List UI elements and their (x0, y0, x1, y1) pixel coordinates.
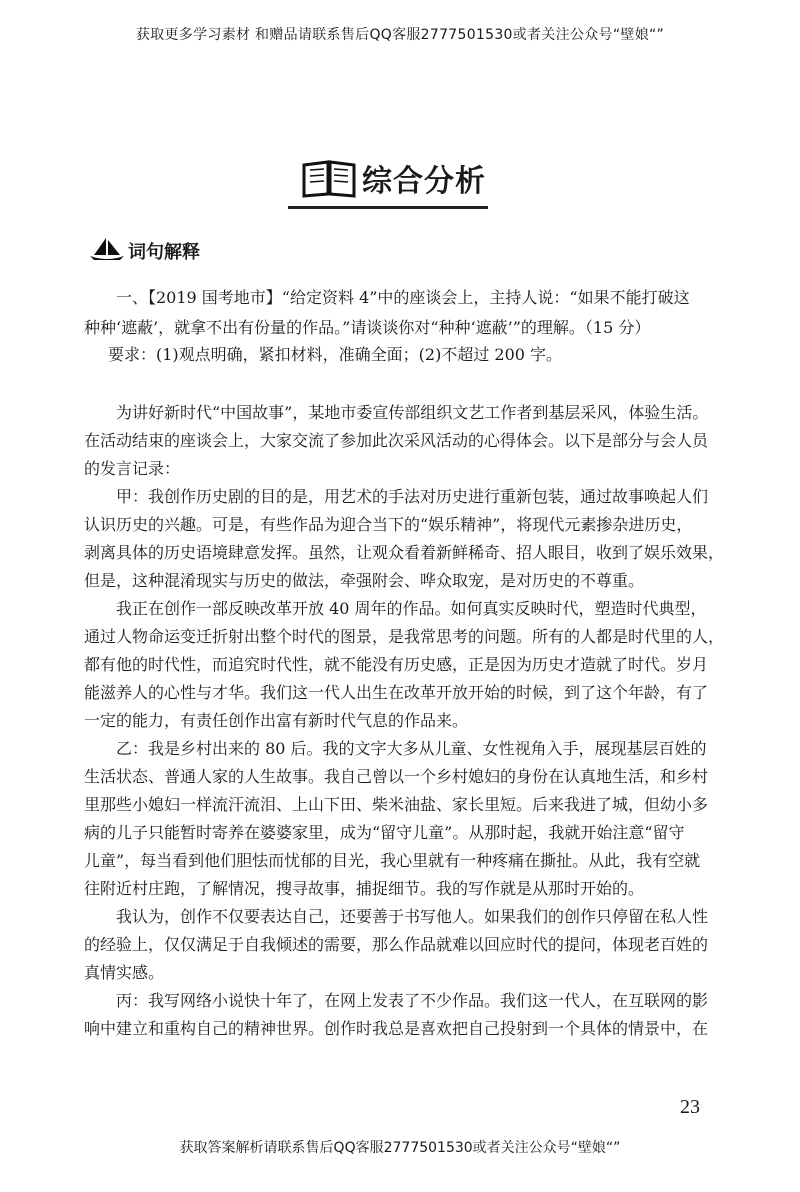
text-line: 真情实感。 (84, 963, 165, 982)
text-line: 的经验上，仅仅满足于自我倾述的需要，那么作品就难以回应时代的提问，体现老百姓的 (84, 935, 709, 954)
text-line: 在活动结束的座谈会上，大家交流了参加此次采风活动的心得体会。以下是部分与会人员 (84, 431, 709, 450)
text-line: 我认为，创作不仅要表达自己，还要善于书写他人。如果我们的创作只停留在私人性 (116, 907, 709, 926)
text-line: 为讲好新时代“中国故事”，某地市委宣传部组织文艺工作者到基层采风，体验生活。 (116, 403, 709, 422)
text-line: 都有他的时代性，而追究时代性，就不能没有历史感，正是因为历史才造就了时代。岁月 (84, 655, 709, 674)
text-line: 一定的能力，有责任创作出富有新时代气息的作品来。 (84, 711, 469, 730)
sailboat-icon (88, 236, 126, 266)
footer-promo-note: 获取答案解析请联系售后QQ客服2777501530或者关注公众号“壁娘“” (179, 1140, 621, 1156)
text-line: 往附近村庄跑，了解情况，搜寻故事，捕捉细节。我的写作就是从那时开始的。 (84, 879, 645, 898)
text-line: 的发言记录： (84, 459, 181, 478)
text-line: 认识历史的兴趣。可是，有些作品为迎合当下的“娱乐精神”，将现代元素掺杂进历史， (84, 515, 693, 534)
page-title: 综合分析 (362, 164, 486, 199)
text-line: 我正在创作一部反映改革开放 40 周年的作品。如何真实反映时代，塑造时代典型， (116, 599, 707, 618)
question-line: 种种‘遮蔽’，就拿不出有份量的作品。”请谈谈你对“种种‘遮蔽’”的理解。（15 分） (84, 318, 651, 337)
text-line: 但是，这种混淆现实与历史的做法，牵强附会、哗众取宠，是对历史的不尊重。 (84, 571, 645, 590)
subsection-title: 词句解释 (128, 242, 200, 263)
header-promo-note: 获取更多学习素材 和赠品请联系售后QQ客服2777501530或者关注公众号“壁娘“” (135, 27, 665, 43)
question-requirement: 要求：(1)观点明确，紧扣材料，准确全面；(2)不超过 200 字。 (108, 345, 563, 364)
page-number: 23 (680, 1096, 700, 1118)
text-line: 儿童”，每当看到他们胆怯而忧郁的目光，我心里就有一种疼痛在撕扯。从此，我有空就 (84, 851, 701, 870)
text-line: 丙：我写网络小说快十年了，在网上发表了不少作品。我们这一代人，在互联网的影 (116, 991, 709, 1010)
text-line: 响中建立和重构自己的精神世界。创作时我总是喜欢把自己投射到一个具体的情景中，在 (84, 1019, 709, 1038)
text-line: 甲：我创作历史剧的目的是，用艺术的手法对历史进行重新包装，通过故事唤起人们 (116, 487, 709, 506)
open-book-icon (300, 160, 358, 202)
text-line: 病的儿子只能暂时寄养在婆婆家里，成为“留守儿童”。从那时起，我就开始注意“留守 (84, 823, 685, 842)
text-line: 里那些小媳妇一样流汗流泪、上山下田、柴米油盐、家长里短。后来我进了城，但幼小多 (84, 795, 709, 814)
text-line: 通过人物命运变迁折射出整个时代的图景，是我常思考的问题。所有的人都是时代里的人， (84, 627, 725, 646)
question-line: 一、【2019 国考地市】“给定资料 4”中的座谈会上，主持人说：“如果不能打破这 (116, 288, 690, 307)
section-title (288, 150, 488, 209)
text-line: 乙：我是乡村出来的 80 后。我的文字大多从儿童、女性视角入手，展现基层百姓的 (116, 739, 707, 758)
text-line: 能滋养人的心性与才华。我们这一代人出生在改革开放开始的时候，到了这个年龄，有了 (84, 683, 709, 702)
text-line: 剥离具体的历史语境肆意发挥。虽然，让观众看着新鲜稀奇、招人眼目，收到了娱乐效果， (84, 543, 725, 562)
text-line: 生活状态、普通人家的人生故事。我自己曾以一个乡村媳妇的身份在认真地生活，和乡村 (84, 767, 709, 786)
